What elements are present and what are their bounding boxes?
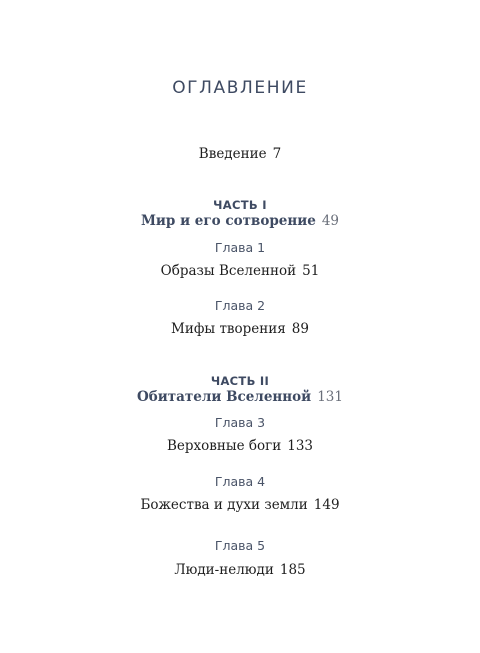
toc-entry-chapter-3[interactable]: [0, 438, 480, 454]
entry-title: Мифы творения: [171, 321, 286, 337]
chapter-label: Глава 2: [214, 298, 266, 313]
part-title: Мир и его сотворение: [140, 213, 316, 229]
part-label: ЧАСТЬ II: [210, 374, 270, 388]
part-page-number: 49: [321, 213, 340, 229]
chapter-label: Глава 4: [214, 474, 266, 489]
entry-title: Люди-нелюди: [174, 562, 274, 578]
entry-title: Введение: [198, 146, 267, 162]
toc-entry-chapter-5[interactable]: [0, 562, 480, 578]
toc-entry-part-2[interactable]: [0, 389, 480, 405]
part-page-number: 131: [317, 389, 343, 405]
toc-entry-chapter-4[interactable]: [0, 497, 480, 513]
part-title: Обитатели Вселенной: [137, 389, 312, 405]
entry-title: Образы Вселенной: [160, 263, 297, 279]
entry-page-number: 133: [287, 438, 314, 454]
page-title: ОГЛАВЛЕНИЕ: [172, 78, 308, 98]
entry-page-number: 185: [279, 562, 306, 578]
entry-page-number: 149: [313, 497, 340, 513]
entry-page-number: 51: [302, 263, 320, 279]
entry-title: Божества и духи земли: [140, 497, 308, 513]
chapter-label: Глава 3: [214, 415, 266, 430]
toc-entry-chapter-1[interactable]: [0, 263, 480, 279]
entry-title: Верховные боги: [166, 438, 282, 454]
entry-page-number: 7: [272, 146, 282, 162]
toc-entry-chapter-2[interactable]: [0, 321, 480, 337]
chapter-label: Глава 1: [214, 240, 266, 255]
toc-entry-part-1[interactable]: [0, 213, 480, 229]
entry-page-number: 89: [291, 321, 309, 337]
part-label: ЧАСТЬ I: [213, 198, 267, 212]
chapter-label: Глава 5: [214, 538, 266, 553]
toc-entry-introduction[interactable]: [0, 146, 480, 162]
